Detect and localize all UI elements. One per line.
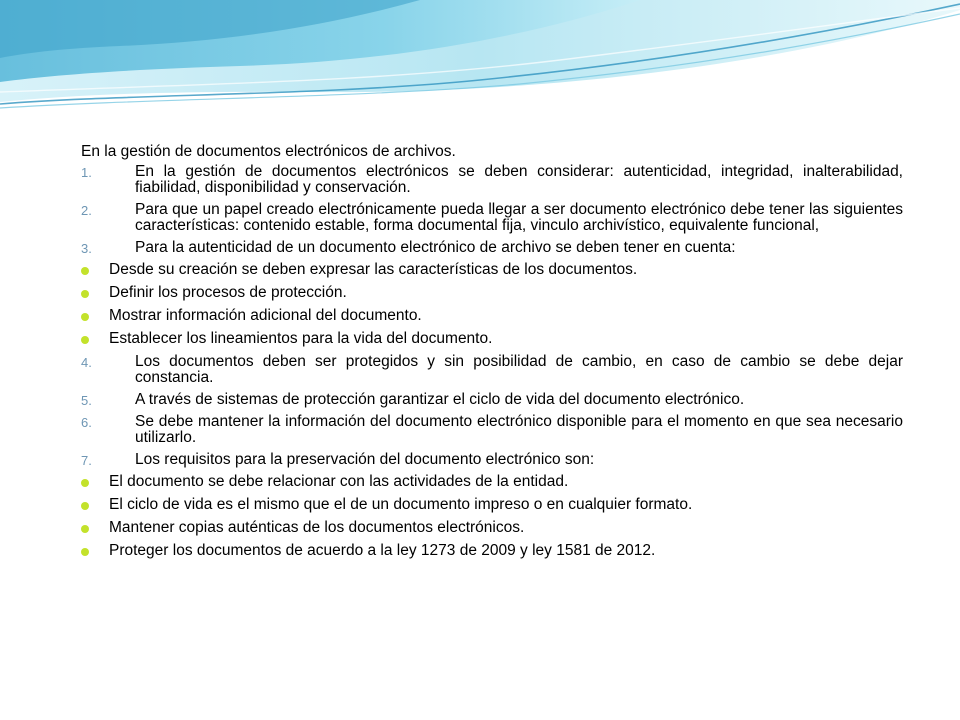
item-text: Desde su creación se deben expresar las características de los documentos. bbox=[109, 261, 638, 278]
bullet-dot-icon bbox=[81, 267, 89, 275]
intro-text: En la gestión de documentos electrónicos de archivos. bbox=[81, 143, 456, 160]
item-text: En la gestión de documentos electrónicos se deben considerar: autenticidad, integridad, inalterabilidad, fiabilidad, disponibilidad y conservación. bbox=[135, 163, 903, 196]
item-list bbox=[81, 164, 903, 559]
bullet-item bbox=[81, 497, 903, 513]
wave-banner bbox=[0, 0, 960, 120]
number-marker: 7. bbox=[81, 453, 92, 468]
number-marker: 6. bbox=[81, 415, 92, 430]
numbered-item bbox=[81, 240, 903, 256]
bullet-item bbox=[81, 285, 903, 301]
bullet-item bbox=[81, 308, 903, 324]
item-text: Mantener copias auténticas de los documentos electrónicos. bbox=[109, 519, 525, 536]
bullet-item bbox=[81, 262, 903, 278]
item-text: Se debe mantener la información del documento electrónico disponible para el momento en que sea necesario utilizarlo. bbox=[135, 413, 903, 446]
number-marker: 4. bbox=[81, 355, 92, 370]
bullet-dot-icon bbox=[81, 336, 89, 344]
number-marker: 1. bbox=[81, 165, 92, 180]
numbered-item bbox=[81, 354, 903, 386]
number-marker: 5. bbox=[81, 393, 92, 408]
number-marker: 2. bbox=[81, 203, 92, 218]
bullet-dot-icon bbox=[81, 525, 89, 533]
item-text: A través de sistemas de protección garantizar el ciclo de vida del documento electrónico. bbox=[135, 391, 745, 408]
numbered-item bbox=[81, 392, 903, 408]
item-text: Proteger los documentos de acuerdo a la ley 1273 de 2009 y ley 1581 de 2012. bbox=[109, 542, 656, 559]
item-text: Los requisitos para la preservación del documento electrónico son: bbox=[135, 451, 595, 468]
item-text: Para que un papel creado electrónicamente pueda llegar a ser documento electrónico debe tener las siguientes características: contenido estable, forma documental fija, vinculo archivístico, equivalente funcional, bbox=[135, 201, 903, 234]
bullet-dot-icon bbox=[81, 479, 89, 487]
numbered-item bbox=[81, 414, 903, 446]
item-text: Los documentos deben ser protegidos y sin posibilidad de cambio, en caso de cambio se debe dejar constancia. bbox=[135, 353, 903, 386]
bullet-dot-icon bbox=[81, 313, 89, 321]
bullet-dot-icon bbox=[81, 502, 89, 510]
item-text: Mostrar información adicional del documento. bbox=[109, 307, 422, 324]
item-text: Para la autenticidad de un documento electrónico de archivo se deben tener en cuenta: bbox=[135, 239, 736, 256]
item-text: El documento se debe relacionar con las actividades de la entidad. bbox=[109, 473, 569, 490]
item-text: El ciclo de vida es el mismo que el de un documento impreso o en cualquier formato. bbox=[109, 496, 693, 513]
bullet-item bbox=[81, 474, 903, 490]
bullet-item bbox=[81, 520, 903, 536]
content-area bbox=[81, 144, 903, 566]
numbered-item bbox=[81, 202, 903, 234]
item-text: Definir los procesos de protección. bbox=[109, 284, 347, 301]
item-text: Establecer los lineamientos para la vida del documento. bbox=[109, 330, 493, 347]
number-marker: 3. bbox=[81, 241, 92, 256]
bullet-item bbox=[81, 331, 903, 347]
bullet-item bbox=[81, 543, 903, 559]
numbered-item bbox=[81, 452, 903, 468]
bullet-dot-icon bbox=[81, 290, 89, 298]
bullet-dot-icon bbox=[81, 548, 89, 556]
numbered-item bbox=[81, 164, 903, 196]
